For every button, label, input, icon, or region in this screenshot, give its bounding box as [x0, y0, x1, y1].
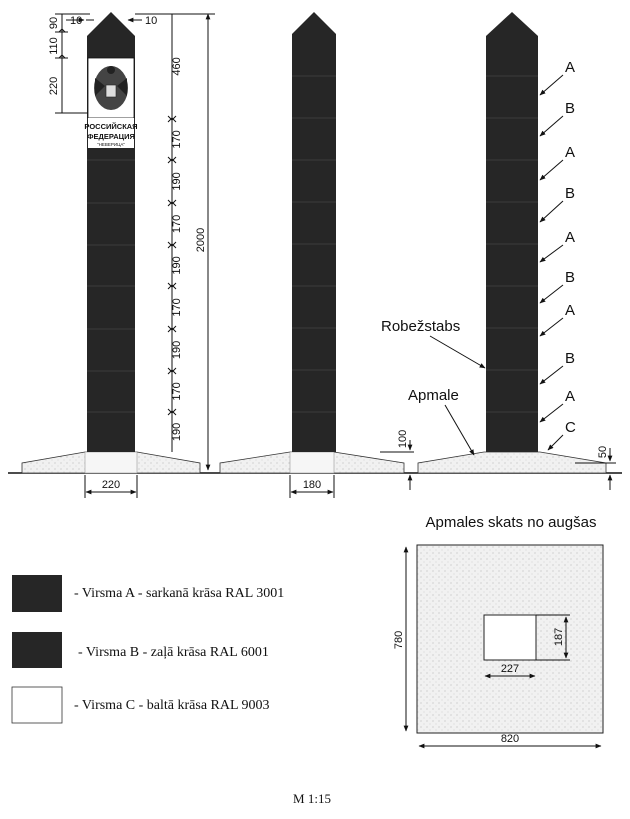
label-robezstabs: Robežstabs — [381, 318, 461, 335]
legend — [12, 575, 284, 723]
dim-2000: 2000 — [195, 227, 207, 253]
band-label: A — [565, 302, 576, 319]
dim-segment-label: 460 — [171, 57, 183, 76]
dim-top-view-width — [419, 733, 601, 746]
legend-text-b: - Virsma B - zaļā krāsa RAL 6001 — [78, 645, 269, 660]
post-middle-base-footprint — [290, 452, 334, 473]
dim-segment-label: 170 — [171, 214, 183, 234]
dim-110: 110 — [48, 37, 60, 55]
dim-220-base: 220 — [101, 479, 121, 491]
band-label: A — [565, 59, 576, 76]
plaque-line-2: ФЕДЕРАЦИЯ — [87, 132, 135, 141]
post-middle — [220, 12, 414, 498]
dim-10-left: 10 — [70, 15, 83, 27]
coat-of-arms-emblem — [94, 66, 128, 110]
dim-segment-label: 190 — [171, 422, 183, 442]
dim-segment-label: 170 — [171, 130, 183, 149]
band-label: B — [565, 185, 576, 202]
dim-100: 100 — [397, 429, 409, 449]
band-labels — [540, 59, 576, 450]
post-right-top — [486, 12, 538, 36]
legend-swatch-a — [12, 575, 62, 612]
band-label-leader — [540, 285, 563, 303]
top-view-post-hole — [484, 615, 536, 660]
band-label-leader — [540, 116, 563, 136]
legend-swatch-c — [12, 687, 62, 723]
post-left-base-footprint — [85, 452, 137, 473]
dim-segment-label: 190 — [171, 340, 183, 360]
dim-middle-base-width — [290, 475, 334, 498]
post-middle-body — [292, 34, 336, 452]
dim-187: 187 — [553, 627, 565, 647]
band-label-leader — [540, 160, 563, 180]
band-label-leader — [540, 318, 563, 336]
band-label: B — [565, 100, 576, 117]
band-label-leader — [540, 201, 563, 222]
plaque-line-3: "НЕВЕРИЦА" — [96, 142, 126, 147]
band-label-leader — [540, 404, 563, 422]
dim-220-vertical: 220 — [48, 76, 60, 96]
band-label-leader — [540, 75, 563, 95]
dim-820: 820 — [500, 733, 520, 745]
dim-90: 90 — [48, 16, 60, 30]
band-label: C — [565, 419, 576, 436]
post-right — [381, 12, 616, 490]
band-label: A — [565, 229, 576, 246]
dim-segment-label: 170 — [171, 298, 183, 317]
post-left — [22, 12, 215, 498]
post-left-top — [87, 12, 135, 36]
post-middle-top — [292, 12, 336, 34]
dim-10-right: 10 — [145, 15, 158, 27]
dim-180: 180 — [302, 479, 322, 491]
legend-text-c: - Virsma C - baltā krāsa RAL 9003 — [74, 698, 270, 713]
dim-780: 780 — [393, 630, 405, 650]
label-apmale: Apmale — [408, 387, 459, 404]
plaque-line-1: РОССИЙСКАЯ — [84, 122, 138, 131]
band-label: A — [565, 388, 576, 405]
dim-top-view-height — [393, 547, 406, 731]
band-label-leader — [548, 435, 563, 450]
dim-segment-label: 190 — [171, 256, 183, 275]
legend-swatch-b — [12, 632, 62, 668]
top-view-title: Apmales skats no augšas — [425, 514, 597, 531]
band-label: B — [565, 350, 576, 367]
legend-text-a: - Virsma A - sarkanā krāsa RAL 3001 — [74, 586, 285, 601]
dim-segment-label: 170 — [171, 382, 183, 401]
dim-left-base-width — [85, 475, 137, 498]
top-view — [393, 514, 603, 746]
dims-segments — [168, 14, 183, 452]
band-label: A — [565, 144, 576, 161]
dim-50: 50 — [597, 445, 609, 459]
band-label-leader — [540, 366, 563, 384]
band-label-leader — [540, 245, 563, 262]
dim-227: 227 — [500, 663, 520, 675]
dim-segment-label: 190 — [171, 172, 183, 191]
scale-label: M 1:15 — [293, 791, 331, 806]
band-label: B — [565, 269, 576, 286]
